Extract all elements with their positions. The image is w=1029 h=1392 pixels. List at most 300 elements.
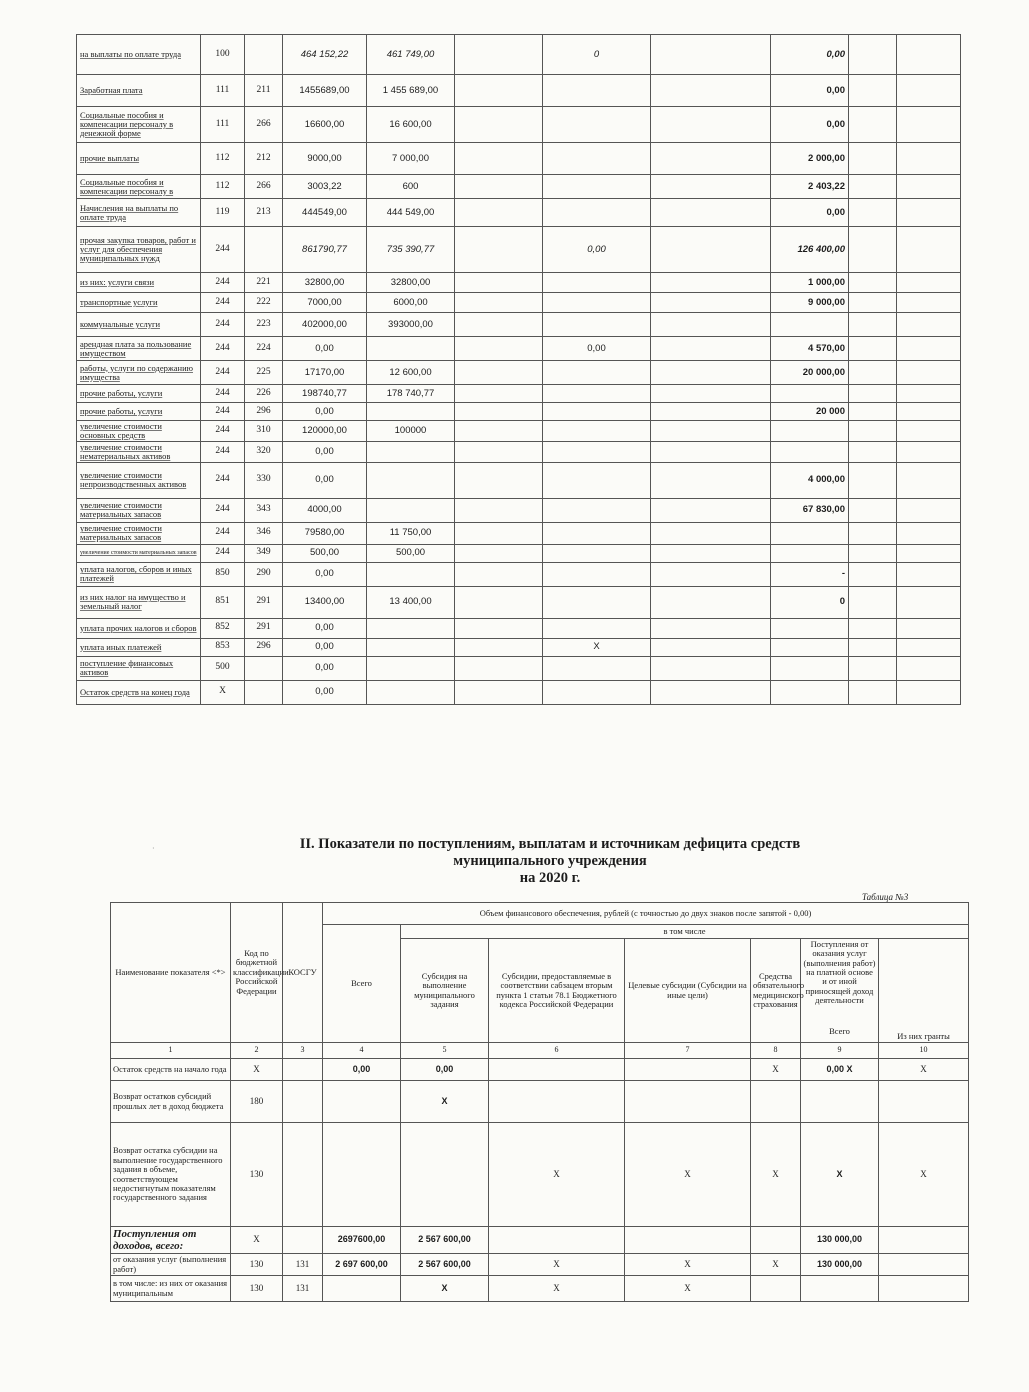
column-number: 10 <box>879 1043 969 1059</box>
row-total: 464 152,22 <box>283 35 367 75</box>
row-col8 <box>651 638 771 656</box>
row-col6 <box>455 421 543 442</box>
row-col11 <box>897 618 961 638</box>
table-row <box>77 403 961 421</box>
row-subsidy: 735 390,77 <box>367 227 455 273</box>
row-col11 <box>897 337 961 361</box>
header-total: Всего <box>323 925 401 1043</box>
row-name: поступление финансовых активов <box>77 656 201 680</box>
row-col9 <box>771 441 849 462</box>
row-kosgu: 330 <box>245 462 283 498</box>
row-subsidy: 461 749,00 <box>367 35 455 75</box>
row-col6 <box>455 35 543 75</box>
cell-c5: 2 567 600,00 <box>401 1254 489 1276</box>
column-number: 3 <box>283 1043 323 1059</box>
row-name: увеличение стоимости материальных запасов <box>77 522 201 544</box>
row-name: Начисления на выплаты по оплате труда <box>77 199 201 227</box>
row-total: 3003,22 <box>283 175 367 199</box>
row-col11 <box>897 35 961 75</box>
row-col8 <box>651 273 771 293</box>
row-name: увеличение стоимости материальных запасов <box>77 498 201 522</box>
cell-c7: X <box>625 1254 751 1276</box>
table-row <box>111 1227 969 1254</box>
header-paid <box>801 939 879 1043</box>
cell-c9: 130 000,00 <box>801 1227 879 1254</box>
row-code: 244 <box>201 361 245 385</box>
row-col11 <box>897 522 961 544</box>
cell-c9: X <box>801 1123 879 1227</box>
cell-name: Остаток средств на начало года <box>111 1059 231 1081</box>
row-col6 <box>455 562 543 586</box>
cell-c9 <box>801 1081 879 1123</box>
header-target: Целевые субсидии (Субсидии на иные цели) <box>625 939 751 1043</box>
row-total: 0,00 <box>283 462 367 498</box>
column-number: 5 <box>401 1043 489 1059</box>
row-total: 0,00 <box>283 337 367 361</box>
column-number: 8 <box>751 1043 801 1059</box>
row-col6 <box>455 522 543 544</box>
row-col7 <box>543 403 651 421</box>
row-col10 <box>849 656 897 680</box>
row-code: 119 <box>201 199 245 227</box>
row-col6 <box>455 385 543 403</box>
table-row <box>77 143 961 175</box>
header-incl: в том числе <box>401 925 969 939</box>
row-col11 <box>897 107 961 143</box>
row-kosgu <box>245 227 283 273</box>
row-col10 <box>849 293 897 313</box>
row-kosgu: 213 <box>245 199 283 227</box>
row-code: 112 <box>201 175 245 199</box>
row-col10 <box>849 544 897 562</box>
row-col10 <box>849 462 897 498</box>
row-subsidy: 500,00 <box>367 544 455 562</box>
row-total: 0,00 <box>283 403 367 421</box>
row-name: увеличение стоимости непроизводственных активов <box>77 462 201 498</box>
row-name: увеличение стоимости материальных запасов <box>77 544 201 562</box>
row-code: 244 <box>201 462 245 498</box>
row-col11 <box>897 656 961 680</box>
row-subsidy: 13 400,00 <box>367 586 455 618</box>
table-row <box>77 107 961 143</box>
row-total: 79580,00 <box>283 522 367 544</box>
row-col11 <box>897 544 961 562</box>
table-row <box>77 656 961 680</box>
row-col10 <box>849 421 897 442</box>
row-subsidy: 7 000,00 <box>367 143 455 175</box>
row-col7 <box>543 273 651 293</box>
row-code: 850 <box>201 562 245 586</box>
row-subsidy <box>367 441 455 462</box>
row-code: 852 <box>201 618 245 638</box>
row-col7 <box>543 498 651 522</box>
row-col6 <box>455 441 543 462</box>
table-row <box>111 1123 969 1227</box>
row-total: 32800,00 <box>283 273 367 293</box>
row-col7 <box>543 361 651 385</box>
row-col9: 1 000,00 <box>771 273 849 293</box>
cell-code: X <box>231 1227 283 1254</box>
row-col11 <box>897 441 961 462</box>
header-name: Наименование показателя <*> <box>111 903 231 1043</box>
cell-c4: 2 697 600,00 <box>323 1254 401 1276</box>
row-code: 500 <box>201 656 245 680</box>
header-subsidy-task: Субсидия на выполнение муниципального задания <box>401 939 489 1043</box>
cell-c5 <box>401 1123 489 1227</box>
cell-c6: X <box>489 1123 625 1227</box>
row-code: 244 <box>201 337 245 361</box>
row-col9: 67 830,00 <box>771 498 849 522</box>
row-kosgu: 291 <box>245 586 283 618</box>
column-number: 7 <box>625 1043 751 1059</box>
row-subsidy <box>367 618 455 638</box>
row-code: 244 <box>201 293 245 313</box>
heading-line-1: II. Показатели по поступлениям, выплатам и источникам дефицита средств <box>299 836 801 852</box>
row-code: 244 <box>201 313 245 337</box>
cell-name: Поступления от доходов, всего: <box>111 1227 231 1254</box>
cell-kosgu <box>283 1227 323 1254</box>
table-row <box>77 199 961 227</box>
cell-kosgu <box>283 1059 323 1081</box>
cell-name: в том числе: из них от оказания муниципальным <box>111 1276 231 1302</box>
row-code: 244 <box>201 227 245 273</box>
row-kosgu: 296 <box>245 403 283 421</box>
row-subsidy: 6000,00 <box>367 293 455 313</box>
row-col10 <box>849 313 897 337</box>
cell-c9: 0,00 X <box>801 1059 879 1081</box>
cell-code: 130 <box>231 1254 283 1276</box>
row-col7 <box>543 385 651 403</box>
row-subsidy: 32800,00 <box>367 273 455 293</box>
row-col11 <box>897 143 961 175</box>
row-name: Социальные пособия и компенсации персоналу в <box>77 175 201 199</box>
table-row <box>77 586 961 618</box>
header-paid-total: Всего <box>829 1026 850 1037</box>
row-col10 <box>849 75 897 107</box>
row-col8 <box>651 227 771 273</box>
cell-c8: X <box>751 1254 801 1276</box>
row-kosgu: 349 <box>245 544 283 562</box>
row-col11 <box>897 361 961 385</box>
row-total: 4000,00 <box>283 498 367 522</box>
row-col6 <box>455 403 543 421</box>
row-code: 244 <box>201 544 245 562</box>
cell-kosgu: 131 <box>283 1276 323 1302</box>
cell-c10 <box>879 1254 969 1276</box>
row-col11 <box>897 680 961 704</box>
row-kosgu: 222 <box>245 293 283 313</box>
row-kosgu: 266 <box>245 107 283 143</box>
row-kosgu: 211 <box>245 75 283 107</box>
row-total: 198740,77 <box>283 385 367 403</box>
heading-line-3: на 2020 г. <box>519 870 581 887</box>
row-code: 244 <box>201 421 245 442</box>
row-subsidy: 393000,00 <box>367 313 455 337</box>
row-col7 <box>543 421 651 442</box>
table-row <box>77 227 961 273</box>
cell-c8 <box>751 1276 801 1302</box>
table-row <box>77 462 961 498</box>
row-col8 <box>651 544 771 562</box>
row-col7 <box>543 143 651 175</box>
row-total: 1455689,00 <box>283 75 367 107</box>
row-col7 <box>543 586 651 618</box>
cell-c5: X <box>401 1081 489 1123</box>
row-col9: 9 000,00 <box>771 293 849 313</box>
row-col8 <box>651 361 771 385</box>
header-oms: Средства обязательного медицинского страхования <box>751 939 801 1043</box>
cell-kosgu <box>283 1081 323 1123</box>
cell-kosgu <box>283 1123 323 1227</box>
cell-c4 <box>323 1123 401 1227</box>
column-number: 4 <box>323 1043 401 1059</box>
row-col7: 0,00 <box>543 227 651 273</box>
row-col6 <box>455 75 543 107</box>
row-col9 <box>771 638 849 656</box>
row-col11 <box>897 586 961 618</box>
row-col9: 126 400,00 <box>771 227 849 273</box>
cell-c4: 0,00 <box>323 1059 401 1081</box>
row-kosgu <box>245 35 283 75</box>
row-col11 <box>897 421 961 442</box>
row-col6 <box>455 638 543 656</box>
row-col8 <box>651 498 771 522</box>
cell-c5: X <box>401 1276 489 1302</box>
row-col10 <box>849 522 897 544</box>
row-name: уплата налогов, сборов и иных платежей <box>77 562 201 586</box>
row-col8 <box>651 522 771 544</box>
row-subsidy: 12 600,00 <box>367 361 455 385</box>
table-row <box>77 35 961 75</box>
row-col8 <box>651 421 771 442</box>
row-col11 <box>897 498 961 522</box>
row-subsidy <box>367 403 455 421</box>
row-col11 <box>897 638 961 656</box>
row-col10 <box>849 498 897 522</box>
row-col10 <box>849 273 897 293</box>
row-name: из них: услуги связи <box>77 273 201 293</box>
row-col6 <box>455 498 543 522</box>
table-row <box>111 1276 969 1302</box>
row-col10 <box>849 638 897 656</box>
cell-code: X <box>231 1059 283 1081</box>
row-subsidy: 16 600,00 <box>367 107 455 143</box>
table-row <box>77 421 961 442</box>
header-kosgu: КОСГУ <box>283 903 323 1043</box>
row-total: 120000,00 <box>283 421 367 442</box>
row-subsidy <box>367 638 455 656</box>
row-subsidy: 600 <box>367 175 455 199</box>
cell-c10 <box>879 1276 969 1302</box>
cell-c8: X <box>751 1059 801 1081</box>
receipts-table <box>110 902 969 1302</box>
row-name: Остаток средств на конец года <box>77 680 201 704</box>
row-code: 853 <box>201 638 245 656</box>
row-col10 <box>849 107 897 143</box>
row-kosgu: 320 <box>245 441 283 462</box>
row-col6 <box>455 586 543 618</box>
cell-c6: X <box>489 1276 625 1302</box>
row-col8 <box>651 293 771 313</box>
row-name: работы, услуги по содержанию имущества <box>77 361 201 385</box>
row-col10 <box>849 175 897 199</box>
row-subsidy <box>367 656 455 680</box>
row-kosgu: 343 <box>245 498 283 522</box>
row-name: коммунальные услуги <box>77 313 201 337</box>
row-total: 0,00 <box>283 562 367 586</box>
row-kosgu: 310 <box>245 421 283 442</box>
row-col9 <box>771 680 849 704</box>
row-col10 <box>849 361 897 385</box>
row-col6 <box>455 337 543 361</box>
row-code: 100 <box>201 35 245 75</box>
cell-c9: 130 000,00 <box>801 1254 879 1276</box>
row-col7 <box>543 175 651 199</box>
row-col8 <box>651 562 771 586</box>
cell-c4 <box>323 1081 401 1123</box>
table-row <box>77 361 961 385</box>
cell-c8 <box>751 1081 801 1123</box>
row-col10 <box>849 337 897 361</box>
row-col7 <box>543 293 651 313</box>
table-row <box>77 618 961 638</box>
row-col9: 20 000,00 <box>771 361 849 385</box>
row-col6 <box>455 544 543 562</box>
row-kosgu: 224 <box>245 337 283 361</box>
header-grants: Из них гранты <box>879 939 969 1043</box>
row-col7: 0 <box>543 35 651 75</box>
column-number: 9 <box>801 1043 879 1059</box>
row-col7 <box>543 313 651 337</box>
row-col8 <box>651 337 771 361</box>
row-total: 0,00 <box>283 618 367 638</box>
cell-name: Возврат остатка субсидии на выполнение государственного задания в объеме, соответствующем недостигнутым показателям государственного задания <box>111 1123 231 1227</box>
table-row <box>77 273 961 293</box>
row-total: 444549,00 <box>283 199 367 227</box>
header-paid-text: Поступления от оказания услуг (выполнения работ) на платной основе и от иной приносящей доход деятельности <box>803 939 876 1006</box>
table-row <box>77 638 961 656</box>
row-col7 <box>543 462 651 498</box>
scan-mark: · <box>152 844 155 853</box>
section-heading <box>250 836 850 887</box>
row-kosgu: 221 <box>245 273 283 293</box>
cell-c10: X <box>879 1059 969 1081</box>
row-total: 0,00 <box>283 680 367 704</box>
row-total: 9000,00 <box>283 143 367 175</box>
row-col11 <box>897 75 961 107</box>
table-row <box>111 1254 969 1276</box>
row-kosgu: 296 <box>245 638 283 656</box>
row-col11 <box>897 462 961 498</box>
table-row <box>77 441 961 462</box>
cell-code: 130 <box>231 1276 283 1302</box>
row-col11 <box>897 227 961 273</box>
row-col10 <box>849 35 897 75</box>
cell-c7: X <box>625 1276 751 1302</box>
row-total: 0,00 <box>283 638 367 656</box>
row-subsidy: 11 750,00 <box>367 522 455 544</box>
row-col8 <box>651 462 771 498</box>
column-number: 2 <box>231 1043 283 1059</box>
row-col8 <box>651 618 771 638</box>
row-col10 <box>849 227 897 273</box>
row-subsidy: 100000 <box>367 421 455 442</box>
row-subsidy: 1 455 689,00 <box>367 75 455 107</box>
row-name: увеличение стоимости основных средств <box>77 421 201 442</box>
table-row <box>77 544 961 562</box>
row-col7 <box>543 107 651 143</box>
row-col6 <box>455 199 543 227</box>
row-subsidy <box>367 498 455 522</box>
row-kosgu: 223 <box>245 313 283 337</box>
row-name: транспортные услуги <box>77 293 201 313</box>
cell-c9 <box>801 1276 879 1302</box>
cell-c7 <box>625 1081 751 1123</box>
row-col7 <box>543 544 651 562</box>
row-code: 112 <box>201 143 245 175</box>
row-kosgu: 226 <box>245 385 283 403</box>
row-col9: - <box>771 562 849 586</box>
row-kosgu: 212 <box>245 143 283 175</box>
row-col6 <box>455 293 543 313</box>
cell-c6: X <box>489 1254 625 1276</box>
row-col11 <box>897 175 961 199</box>
cell-code: 130 <box>231 1123 283 1227</box>
row-col10 <box>849 403 897 421</box>
row-kosgu: 291 <box>245 618 283 638</box>
row-col9: 4 570,00 <box>771 337 849 361</box>
row-code: 851 <box>201 586 245 618</box>
row-col7 <box>543 441 651 462</box>
row-col7 <box>543 75 651 107</box>
cell-c8: X <box>751 1123 801 1227</box>
row-col10 <box>849 385 897 403</box>
row-kosgu: 266 <box>245 175 283 199</box>
column-number: 1 <box>111 1043 231 1059</box>
row-name: прочие выплаты <box>77 143 201 175</box>
cell-c4: 2697600,00 <box>323 1227 401 1254</box>
row-col9 <box>771 385 849 403</box>
row-col7 <box>543 680 651 704</box>
row-col10 <box>849 618 897 638</box>
cell-c10 <box>879 1081 969 1123</box>
row-col9: 0,00 <box>771 75 849 107</box>
row-col8 <box>651 75 771 107</box>
row-code: 244 <box>201 403 245 421</box>
cell-c4 <box>323 1276 401 1302</box>
cell-c6 <box>489 1227 625 1254</box>
row-col9: 2 403,22 <box>771 175 849 199</box>
row-col7: X <box>543 638 651 656</box>
row-col6 <box>455 143 543 175</box>
cell-c6 <box>489 1081 625 1123</box>
cell-c10 <box>879 1227 969 1254</box>
row-col9 <box>771 544 849 562</box>
row-col6 <box>455 361 543 385</box>
row-col6 <box>455 313 543 337</box>
cell-kosgu: 131 <box>283 1254 323 1276</box>
row-col6 <box>455 273 543 293</box>
row-name: Социальные пособия и компенсации персоналу в денежной форме <box>77 107 201 143</box>
row-col8 <box>651 175 771 199</box>
header-volume: Объем финансового обеспечения, рублей (с точностью до двух знаков после запятой - 0,00) <box>323 903 969 925</box>
row-kosgu: 290 <box>245 562 283 586</box>
row-code: X <box>201 680 245 704</box>
row-total: 13400,00 <box>283 586 367 618</box>
row-code: 111 <box>201 75 245 107</box>
row-col11 <box>897 562 961 586</box>
cell-c8 <box>751 1227 801 1254</box>
